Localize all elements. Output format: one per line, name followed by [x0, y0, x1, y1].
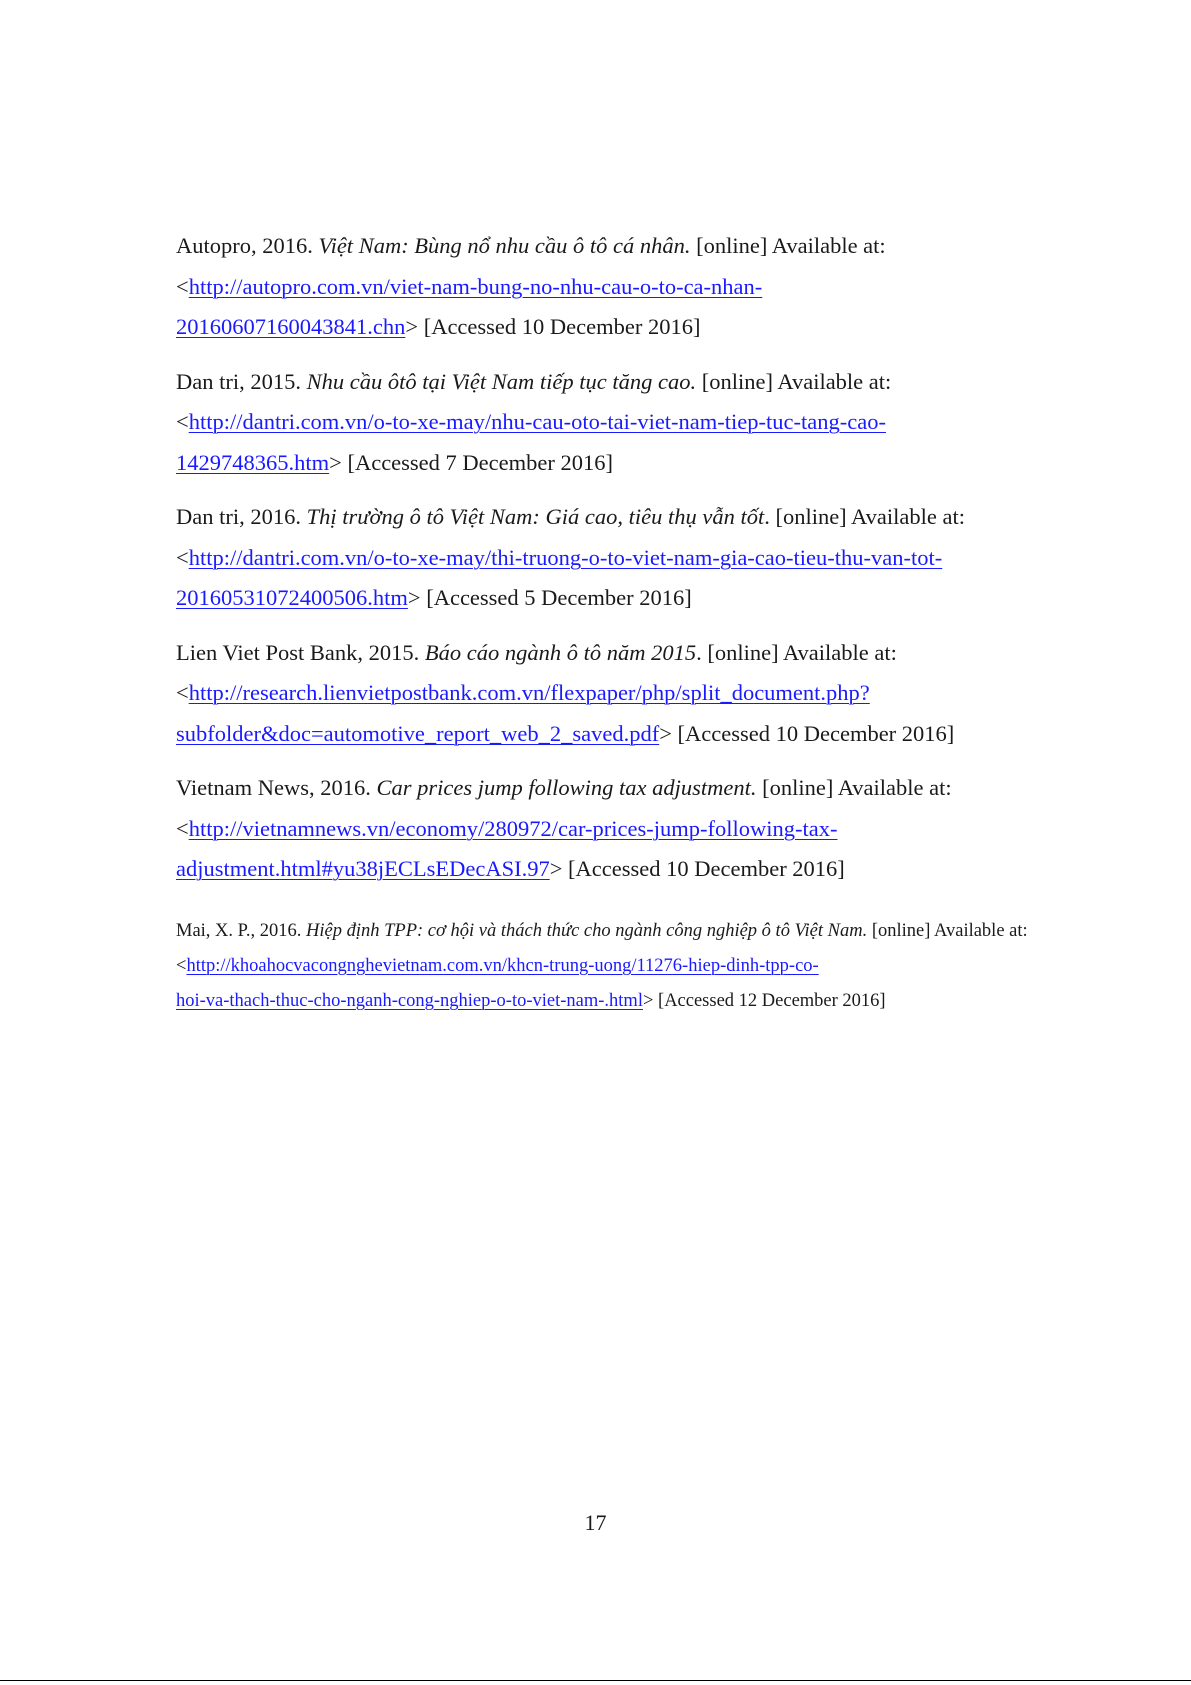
- reference-accessed: [Accessed 10 December 2016]: [677, 720, 955, 746]
- reference-link-part1[interactable]: http://research.lienvietpostbank.com.vn/flexpaper/php/split_document.php?: [188, 680, 870, 705]
- reference-link-part1[interactable]: http://autopro.com.vn/viet-nam-bung-no-nhu-cau-o-to-ca-nhan-: [188, 273, 763, 299]
- reference-link-part2[interactable]: 20160607160043841.chn: [176, 314, 406, 339]
- reference-available: . [online] Available at:: [764, 504, 965, 529]
- reference-title: Nhu cầu ôtô tại Việt Nam tiếp tục tăng cao.: [306, 368, 697, 394]
- reference-title: Car prices jump following tax adjustment.: [376, 775, 757, 800]
- reference-author: Lien Viet Post Bank, 2015.: [176, 639, 420, 665]
- reference-item: Lien Viet Post Bank, 2015. Báo cáo ngành ô tô năm 2015. [online] Available at: <http://research.lienvietpostbank.com.vn/flexpaper/php/split_document.php? subfolder&doc=automotive_report_web_2_saved.pdf> [Accessed 10 December 2016]: [176, 639, 955, 746]
- reference-available: . [online] Available at:: [696, 639, 897, 665]
- reference-author: Dan tri, 2016.: [176, 504, 301, 529]
- reference-link-part2[interactable]: subfolder&doc=automotive_report_web_2_saved.pdf: [176, 720, 660, 746]
- reference-author: Dan tri, 2015.: [176, 368, 301, 394]
- reference-link-part1[interactable]: http://dantri.com.vn/o-to-xe-may/nhu-cau-oto-tai-viet-nam-tiep-tuc-tang-cao-: [188, 409, 886, 434]
- reference-title: Báo cáo ngành ô tô năm 2015: [424, 639, 697, 665]
- reference-link-part1[interactable]: http://khoahocvacongnghevietnam.com.vn/khcn-trung-uong/11276-hiep-dinh-tpp-co-: [186, 955, 819, 976]
- reference-accessed: [Accessed 5 December 2016]: [426, 585, 692, 610]
- reference-link-part2[interactable]: 1429748365.htm: [176, 449, 330, 475]
- reference-available: [online] Available at:: [762, 775, 952, 800]
- footer-divider: [0, 1680, 1191, 1681]
- reference-title: Thị trường ô tô Việt Nam: Giá cao, tiêu thụ vẫn tốt: [306, 504, 765, 529]
- reference-available: [online] Available at:: [696, 233, 886, 258]
- reference-accessed: [Accessed 10 December 2016]: [423, 314, 701, 339]
- reference-item: Dan tri, 2015. Nhu cầu ôtô tại Việt Nam tiếp tục tăng cao. [online] Available at: <http://dantri.com.vn/o-to-xe-may/nhu-cau-oto-tai-viet-nam-tiep-tuc-tang-cao- 1429748365.htm> [Accessed 7 December 2016]: [176, 368, 892, 475]
- reference-available: [online] Available at:: [701, 368, 892, 394]
- reference-link-part2[interactable]: adjustment.html#yu38jECLsEDecASI.97: [176, 856, 550, 881]
- reference-title: Việt Nam: Bùng nổ nhu cầu ô tô cá nhân.: [318, 233, 691, 258]
- reference-author: Autopro, 2016.: [176, 233, 313, 258]
- reference-link-part2[interactable]: 20160531072400506.htm: [176, 585, 408, 610]
- page-number: 17: [584, 1510, 607, 1535]
- reference-author: Vietnam News, 2016.: [176, 775, 371, 800]
- reference-accessed: [Accessed 12 December 2016]: [658, 990, 886, 1011]
- reference-list: [176, 226, 1036, 1019]
- reference-title: Hiệp định TPP: cơ hội và thách thức cho ngành công nghiệp ô tô Việt Nam.: [306, 920, 868, 941]
- reference-item: Dan tri, 2016. Thị trường ô tô Việt Nam: Giá cao, tiêu thụ vẫn tốt. [online] Available at: <http://dantri.com.vn/o-to-xe-may/thi-truong-o-to-viet-nam-gia-cao-tieu-thu-van-tot- 20160531072400506.htm> [Accessed 5 December 2016]: [176, 504, 965, 610]
- reference-accessed: [Accessed 10 December 2016]: [568, 856, 845, 881]
- reference-accessed: [Accessed 7 December 2016]: [347, 449, 613, 475]
- reference-link-part1[interactable]: http://dantri.com.vn/o-to-xe-may/thi-truong-o-to-viet-nam-gia-cao-tieu-thu-van-tot-: [188, 544, 943, 570]
- reference-item: Autopro, 2016. Việt Nam: Bùng nổ nhu cầu ô tô cá nhân. [online] Available at: <http://autopro.com.vn/viet-nam-bung-no-nhu-cau-o-to-ca-nhan- 20160607160043841.chn> [Accessed 10 December 2016]: [176, 233, 886, 339]
- reference-link-part1[interactable]: http://vietnamnews.vn/economy/280972/car-prices-jump-following-tax-: [188, 815, 838, 841]
- reference-item: Mai, X. P., 2016. Hiệp định TPP: cơ hội và thách thức cho ngành công nghiệp ô tô Việt Nam. [online] Available at: <http://khoahocvacongnghevietnam.com.vn/khcn-trung-uong/11276-hiep-dinh-tpp-co- hoi-va-thach-thuc-cho-nganh-cong-nghiep-o-to-viet-nam-.html> [Accessed 12 December 2016]: [176, 920, 1028, 1011]
- reference-available: [online] Available at:: [871, 920, 1028, 941]
- reference-author: Mai, X. P., 2016.: [176, 920, 302, 941]
- reference-link-part2[interactable]: hoi-va-thach-thuc-cho-nganh-cong-nghiep-o-to-viet-nam-.html: [176, 990, 643, 1011]
- reference-item: Vietnam News, 2016. Car prices jump following tax adjustment. [online] Available at: <http://vietnamnews.vn/economy/280972/car-prices-jump-following-tax- adjustment.html#yu38jECLsEDecASI.97> [Accessed 10 December 2016]: [176, 775, 952, 881]
